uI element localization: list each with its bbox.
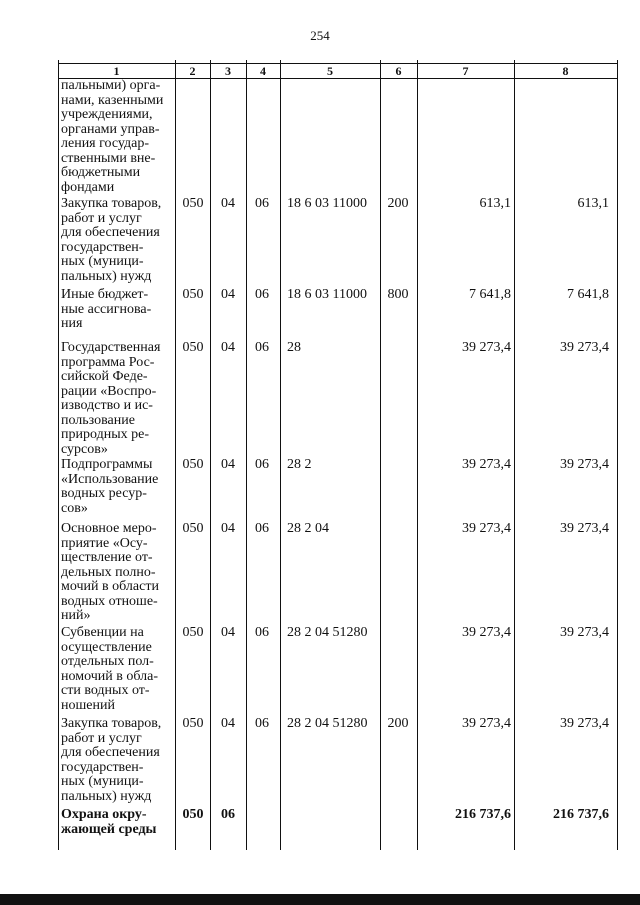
cell-section-code: 04 <box>221 716 235 731</box>
cell-ministry-code: 050 <box>182 625 204 640</box>
cell-target-code: 18 6 03 11000 <box>287 196 367 211</box>
cell-subsection-code: 06 <box>255 716 269 731</box>
cell-target-code: 28 2 04 <box>287 521 329 536</box>
cell-target-code: 18 6 03 11000 <box>287 287 367 302</box>
cell-amount: 39 273,4 <box>560 625 609 640</box>
cell-amount: 216 737,6 <box>455 807 511 822</box>
cell-expense-type: 200 <box>387 196 409 211</box>
cell-expense-type: 200 <box>387 716 409 731</box>
cell-target-code: 28 <box>287 340 301 355</box>
cell-amount: 39 273,4 <box>560 521 609 536</box>
row-name: Закупка товаров, работ и услуг для обеспечения государствен- ных (муници- пальных) нужд <box>61 716 162 804</box>
cell-subsection-code: 06 <box>255 521 269 536</box>
cell-section-code: 04 <box>221 196 235 211</box>
column-header: 5 <box>327 64 333 78</box>
page-number: 254 <box>310 28 330 43</box>
cell-subsection-code: 06 <box>255 457 269 472</box>
column-header: 3 <box>225 64 231 78</box>
cell-expense-type: 800 <box>387 287 409 302</box>
cell-amount: 39 273,4 <box>560 457 609 472</box>
cell-amount: 7 641,8 <box>469 287 511 302</box>
cell-section-code: 04 <box>221 521 235 536</box>
row-name: Подпрограммы «Использование водных ресур- сов» <box>61 457 159 516</box>
column-divider <box>280 60 281 850</box>
column-divider <box>514 60 515 850</box>
column-header: 2 <box>189 64 196 78</box>
column-header: 1 <box>113 64 120 78</box>
column-header: 7 <box>462 64 469 78</box>
row-name: Закупка товаров, работ и услуг для обеспечения государствен- ных (муници- пальных) нужд <box>61 196 162 284</box>
cell-amount: 39 273,4 <box>462 716 511 731</box>
cell-amount: 39 273,4 <box>560 340 609 355</box>
row-name: пальными) орга- нами, казенными учреждениями, органами управ- ления государ- ственными вне- бюджетными фондами <box>61 78 164 195</box>
budget-table <box>58 60 618 850</box>
table-border-left <box>58 60 59 850</box>
cell-section-code: 04 <box>221 457 235 472</box>
cell-target-code: 28 2 04 51280 <box>287 716 368 731</box>
cell-target-code: 28 2 <box>287 457 312 472</box>
cell-subsection-code: 06 <box>255 340 269 355</box>
cell-amount: 39 273,4 <box>462 340 511 355</box>
column-header: 4 <box>260 64 266 78</box>
cell-target-code: 28 2 04 51280 <box>287 625 368 640</box>
column-divider <box>246 60 247 850</box>
cell-ministry-code: 050 <box>182 807 204 822</box>
cell-section-code: 06 <box>221 807 235 822</box>
row-name: Охрана окру- жающей среды <box>61 807 157 837</box>
cell-subsection-code: 06 <box>255 287 269 302</box>
cell-amount: 7 641,8 <box>567 287 609 302</box>
column-header: 8 <box>562 64 569 78</box>
column-divider <box>380 60 381 850</box>
cell-ministry-code: 050 <box>182 457 204 472</box>
cell-section-code: 04 <box>221 340 235 355</box>
table-header <box>58 63 617 79</box>
row-name: Субвенции на осуществление отдельных пол- номочий в обла- сти водных от- ношений <box>61 625 158 713</box>
cell-subsection-code: 06 <box>255 625 269 640</box>
cell-section-code: 04 <box>221 287 235 302</box>
column-divider <box>417 60 418 850</box>
column-divider <box>210 60 211 850</box>
cell-amount: 39 273,4 <box>462 521 511 536</box>
cell-amount: 216 737,6 <box>553 807 609 822</box>
row-name: Иные бюджет- ные ассигнова- ния <box>61 287 152 331</box>
cell-ministry-code: 050 <box>182 340 204 355</box>
cell-ministry-code: 050 <box>182 521 204 536</box>
cell-amount: 613,1 <box>577 196 609 211</box>
scan-bottom-edge <box>0 894 640 905</box>
cell-ministry-code: 050 <box>182 716 204 731</box>
cell-amount: 39 273,4 <box>560 716 609 731</box>
cell-subsection-code: 06 <box>255 196 269 211</box>
cell-amount: 39 273,4 <box>462 625 511 640</box>
row-name: Основное меро- приятие «Осу- ществление от- дельных полно- мочий в области водных отноше- ний» <box>61 521 159 623</box>
cell-ministry-code: 050 <box>182 196 204 211</box>
cell-amount: 39 273,4 <box>462 457 511 472</box>
column-divider <box>175 60 176 850</box>
cell-section-code: 04 <box>221 625 235 640</box>
column-header: 6 <box>395 64 402 78</box>
cell-amount: 613,1 <box>479 196 511 211</box>
cell-ministry-code: 050 <box>182 287 204 302</box>
row-name: Государственная программа Рос- сийской Феде- рации «Воспро- изводство и ис- пользование природных ре- сурсов» <box>61 340 161 457</box>
